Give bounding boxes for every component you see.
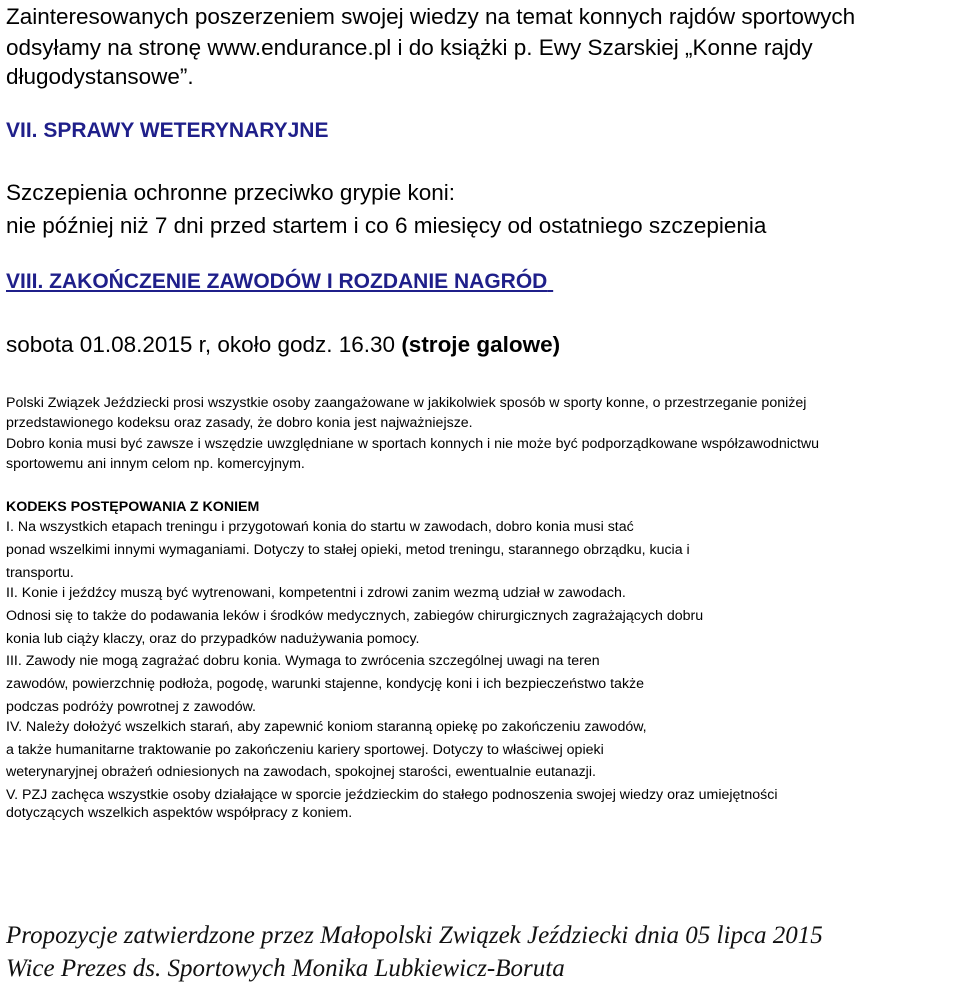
vaccination-line-1: Szczepienia ochronne przeciwko grypie koni: — [6, 180, 455, 205]
pzj-paragraph-1-line-2: przedstawionego kodeksu oraz zasady, że dobro konia jest najważniejsze. — [6, 415, 473, 431]
kodeks-line: transportu. — [6, 565, 74, 581]
kodeks-line: Odnosi się to także do podawania leków i środków medycznych, zabiegów chirurgicznych zagrażających dobru — [6, 608, 704, 624]
pzj-paragraph-2-line-1: Dobro konia musi być zawsze i wszędzie uwzględniane w sportach konnych i nie może być podporządkowane współzawodnictwu — [6, 436, 820, 452]
kodeks-line: III. Zawody nie mogą zagrażać dobru konia. Wymaga to zwrócenia szczególnej uwagi na teren — [6, 653, 600, 669]
kodeks-line: ponad wszelkimi innymi wymaganiami. Dotyczy to stałej opieki, metod treningu, starannego obrządku, kucia i — [6, 542, 690, 558]
kodeks-line: I. Na wszystkich etapach treningu i przygotowań konia do startu w zawodach, dobro konia musi stać — [6, 519, 634, 535]
kodeks-line: II. Konie i jeźdźcy muszą być wytrenowani, kompetentni i zdrowi zanim wezmą udział w zawodach. — [6, 585, 626, 601]
ceremony-date-line — [6, 331, 560, 358]
kodeks-line: zawodów, powierzchnię podłoża, pogodę, warunki stajenne, kondycję koni i ich bezpieczeństwo także — [6, 676, 645, 692]
section-8-heading-text: VIII. ZAKOŃCZENIE ZAWODÓW I ROZDANIE NAGRÓD — [6, 270, 548, 293]
kodeks-line: a także humanitarne traktowanie po zakończeniu kariery sportowej. Dotyczy to właściwej opieki — [6, 742, 604, 758]
vaccination-line-2: nie później niż 7 dni przed startem i co 6 miesięcy od ostatniego szczepienia — [6, 213, 767, 238]
intro-line-3: długodystansowe”. — [6, 64, 194, 89]
intro-line-2: odsyłamy na stronę www.endurance.pl i do książki p. Ewy Szarskiej „Konne rajdy — [6, 35, 813, 60]
pzj-paragraph-2-line-2: sportowemu ani innym celom np. komercyjnym. — [6, 456, 305, 472]
signatory-line: Wice Prezes ds. Sportowych Monika Lubkiewicz-Boruta — [6, 955, 565, 982]
kodeks-line: weterynaryjnej obrażeń odniesionych na zawodach, spokojnej starości, ewentualnie eutanazji. — [6, 764, 596, 780]
ceremony-date: sobota 01.08.2015 r, około godz. 16.30 — [6, 332, 402, 357]
kodeks-line: IV. Należy dołożyć wszelkich starań, aby zapewnić koniom staranną opiekę po zakończeniu zawodów, — [6, 719, 647, 735]
intro-line-1: Zainteresowanych poszerzeniem swojej wiedzy na temat konnych rajdów sportowych — [6, 4, 856, 29]
kodeks-line: V. PZJ zachęca wszystkie osoby działające w sporcie jeździeckim do stałego podnoszenia swojej wiedzy oraz umiejętności — [6, 787, 778, 803]
pzj-paragraph-1-line-1: Polski Związek Jeździecki prosi wszystkie osoby zaangażowane w jakikolwiek sposób w sporty konne, o przestrzeganie poniżej — [6, 395, 807, 411]
approval-line: Propozycje zatwierdzone przez Małopolski Związek Jeździecki dnia 05 lipca 2015 — [6, 922, 823, 949]
kodeks-line: dotyczących wszelkich aspektów współpracy z koniem. — [6, 805, 353, 821]
kodeks-line: podczas podróży powrotnej z zawodów. — [6, 699, 256, 715]
kodeks-heading: KODEKS POSTĘPOWANIA Z KONIEM — [6, 499, 260, 515]
section-7-heading: VII. SPRAWY WETERYNARYJNE — [6, 119, 329, 142]
section-8-heading — [6, 268, 553, 295]
kodeks-line: konia lub ciąży klaczy, oraz do przypadków nadużywania pomocy. — [6, 631, 420, 647]
dress-code: (stroje galowe) — [401, 332, 561, 357]
